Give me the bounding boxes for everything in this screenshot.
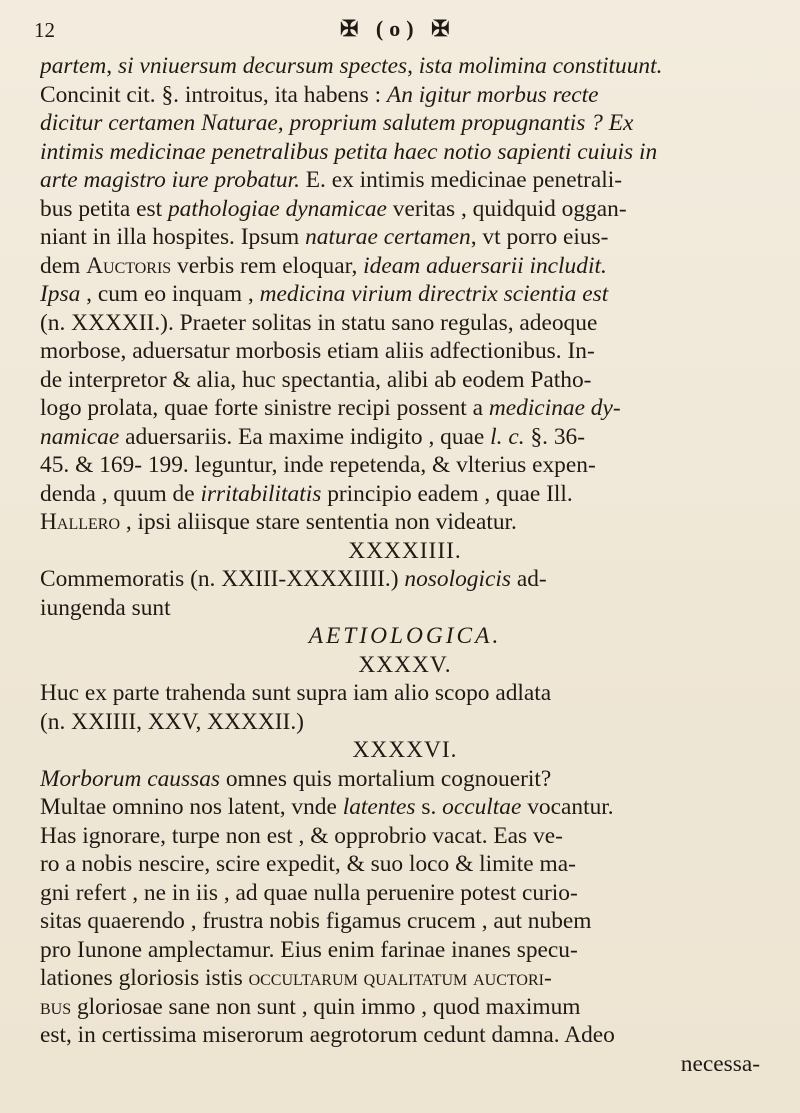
text-segment: irritabilitatis [200,480,322,507]
text-segment: Ipsa [40,281,81,307]
text-segment: veritas , quidquid oggan- [386,195,627,222]
running-header [0,8,800,48]
text-segment: denda , quum de [40,480,201,507]
text-line [40,366,770,395]
text-segment: partem [40,53,107,79]
text-segment: morbose, aduersatur morbosis etiam aliis adfectionibus. In- [40,338,595,364]
text-segment: ideam aduersarii includit. [363,252,607,279]
text-line [40,252,770,281]
section-title [40,622,770,651]
text-line [40,451,770,480]
text-segment: logo prolata, quae forte sinistre recipi possent a [40,395,489,421]
text-segment: principio eadem , quae Ill. [321,480,573,507]
text-segment: , ipsi aliisque stare sententia non videatur. [120,509,517,535]
text-line [40,993,770,1022]
text-segment: est, in certissima miserorum aegrotorum cedunt damna. Adeo [40,1022,615,1048]
section-number [40,651,770,680]
text-segment: §. 36- [524,423,586,450]
text-segment: dem [40,252,87,279]
text-segment: , [407,53,419,79]
text-segment: ista molimina constituunt. [418,53,663,79]
text-line [40,223,770,252]
text-segment: de interpretor & alia, huc spectantia, alibi ab eodem Patho- [40,366,592,393]
text-segment: Huc ex parte trahenda sunt supra iam alio scopo adlata [40,680,552,706]
text-segment: aduersariis. Ea maxime indigito , quae [119,423,491,450]
text-line [40,394,770,423]
text-segment: iungenda sunt [40,594,171,621]
text-line [40,850,770,879]
text-segment: ad- [510,566,547,592]
section-number-text: XXXXIIII. [348,537,462,564]
text-line [40,565,770,594]
text-line [40,765,770,794]
text-segment: occultae [442,794,522,820]
text-segment: (n. XXIIII, XXV, XXXXII.) [40,708,304,735]
text-line [40,508,770,537]
text-line [40,195,770,224]
text-segment: medicinae dy- [488,395,621,421]
text-line [40,964,770,993]
text-segment: Hallero [40,509,120,535]
header-ornament: ✠ (o) ✠ [340,16,456,41]
text-line [40,822,770,851]
text-segment: namicae [40,423,120,450]
text-segment: si vniuersum decursum spectes [117,53,408,79]
text-segment: Multae omnino nos latent, vnde [40,794,343,820]
text-segment: Morborum caussas [40,765,220,792]
text-line [40,879,770,908]
text-segment: lationes gloriosis istis [40,965,249,991]
text-segment: sitas quaerendo , frustra nobis figamus crucem , aut nubem [40,908,592,934]
text-segment: arte magistro iure probatur. [40,167,300,193]
text-line [40,1021,770,1050]
text-segment: pro Iunone amplectamur. Eius enim farinae inanes specu- [40,936,578,963]
text-segment: bus [40,993,72,1020]
section-title-text: AETIOLOGICA. [308,623,502,649]
text-segment: dicitur certamen Naturae, proprium salutem propugnantis ? Ex [40,110,634,136]
text-segment: 45. & 169- 199. leguntur, inde repetenda, & vlterius expen- [40,452,596,478]
text-line [40,793,770,822]
text-segment: gni refert , ne in iis , ad quae nulla peruenire potest curio- [40,879,578,906]
text-line [40,708,770,737]
text-line [40,337,770,366]
section-number [40,537,770,566]
text-line [40,907,770,936]
text-segment: Concinit cit. §. introitus, ita habens : [40,81,387,108]
text-segment: Auctoris [86,252,172,279]
text-segment: naturae certamen [305,224,471,250]
text-segment: intimis medicinae penetralibus petita haec notio sapienti cuiuis in [40,138,658,165]
text-segment: occultarum qualitatum auctori- [248,965,552,991]
text-segment: l. c. [490,423,525,450]
text-segment: vocantur. [521,794,614,820]
text-line [40,138,770,167]
text-line [40,166,770,195]
text-line [40,936,770,965]
text-segment: , vt porro eius- [470,224,609,250]
page-number: 12 [34,18,55,42]
text-line [40,480,770,509]
text-segment: s. [415,794,443,820]
text-segment: nosologicis [404,566,511,592]
text-segment: omnes quis mortalium cognouerit? [220,765,552,792]
text-line [40,52,770,81]
text-line [40,679,770,708]
text-line [40,423,770,452]
text-segment: , [106,53,118,79]
body-text [40,52,770,1078]
text-line [40,81,770,110]
text-line [40,280,770,309]
text-segment: , cum eo inquam , [80,281,260,307]
text-segment: verbis rem eloquar, [171,252,364,279]
text-segment: (n. XXXXII.). Praeter solitas in statu sano regulas, adeoque [40,309,598,336]
section-number [40,736,770,765]
text-segment: medicina virium directrix scientia est [259,281,609,307]
text-segment: An igitur morbus recte [386,81,599,108]
section-number-text: XXXXVI. [352,737,458,763]
text-segment: bus petita est [40,195,168,222]
text-line [40,109,770,138]
text-segment: Has ignorare, turpe non est , & opprobrio vacat. Eas ve- [40,822,563,849]
text-segment: latentes [342,794,416,820]
text-segment: Commemoratis (n. XXIII-XXXXIIII.) [40,566,405,592]
catchword-text: necessa- [680,1050,760,1077]
text-segment: E. ex intimis medicinae penetrali- [299,167,623,193]
section-number-text: XXXXV. [358,651,452,678]
text-line [40,594,770,623]
text-segment: pathologiae dynamicae [167,195,387,222]
text-segment: ro a nobis nescire, scire expedit, & suo loco & limite ma- [40,851,576,877]
text-segment: gloriosae sane non sunt , quin immo , quod maximum [71,993,581,1020]
catchword [40,1050,770,1079]
text-line [40,309,770,338]
text-segment: niant in illa hospites. Ipsum [40,224,306,250]
